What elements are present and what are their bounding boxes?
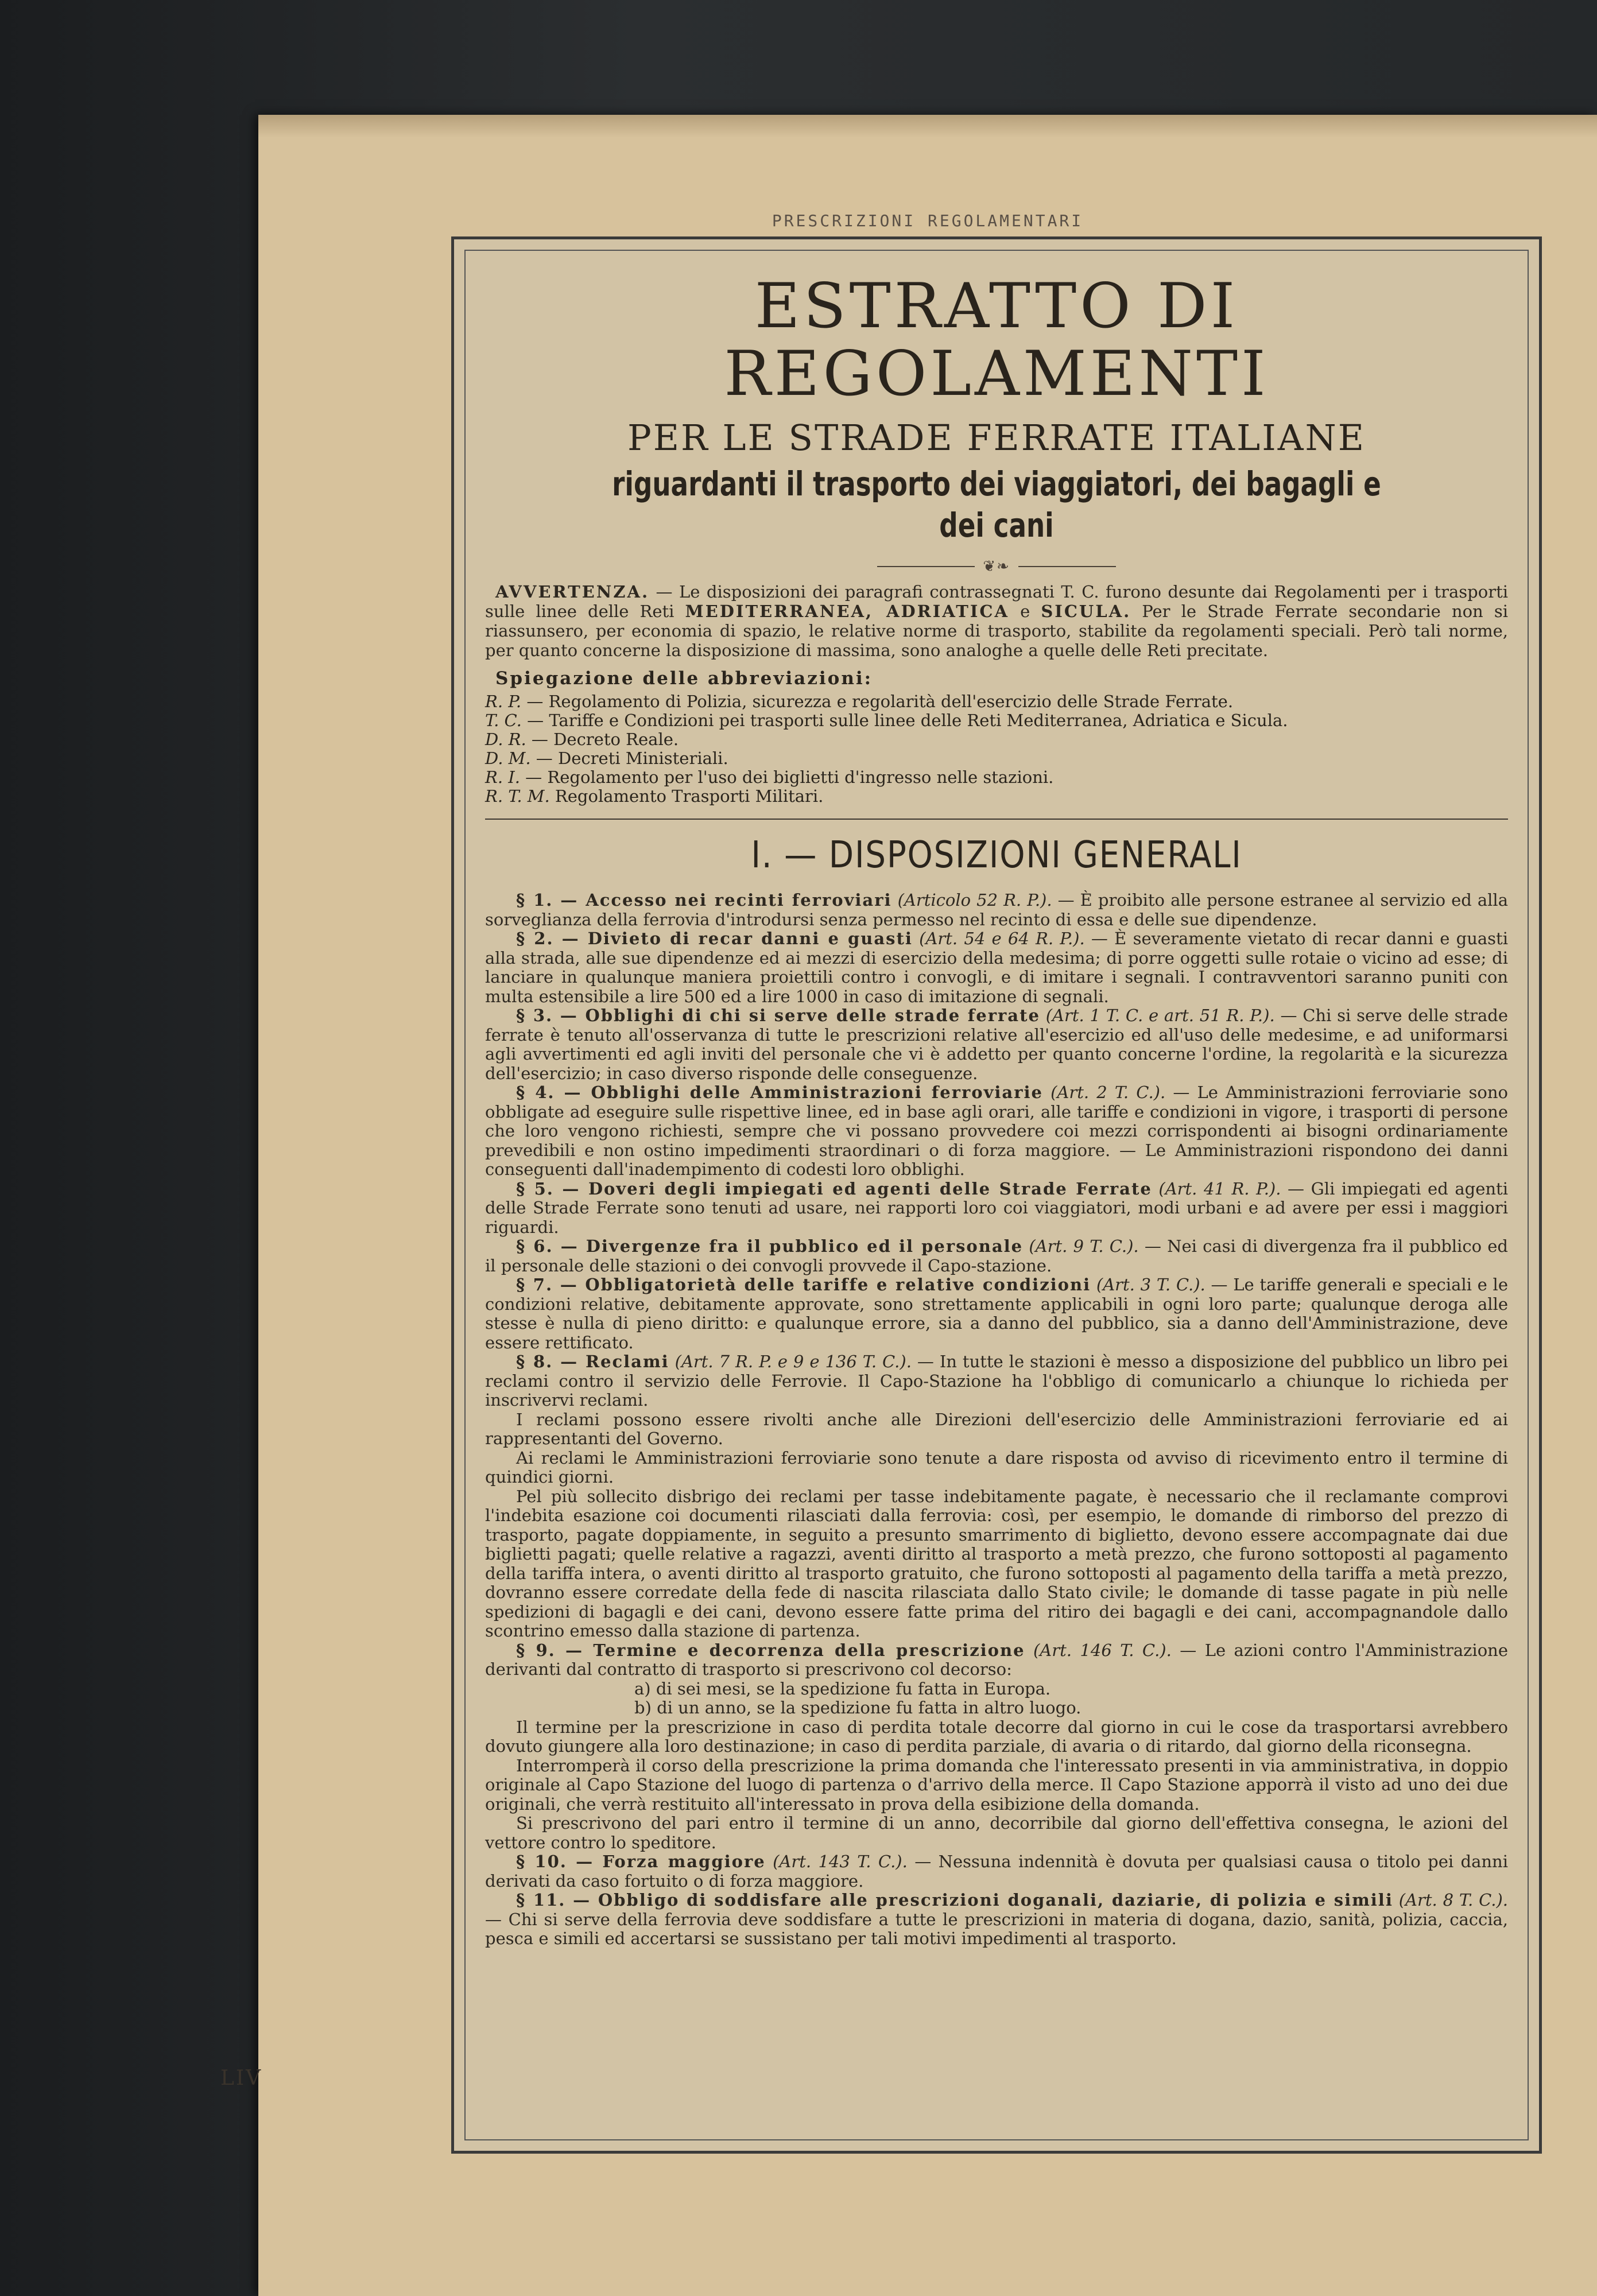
- abbreviation-text: Regolamento Trasporti Militari.: [549, 786, 824, 806]
- paragraph-9: [485, 1641, 1508, 1680]
- abbreviation-item: [485, 711, 1508, 730]
- document-title: ESTRATTO DI REGOLAMENTI: [724, 270, 1269, 410]
- paragraph-2: [485, 929, 1508, 1006]
- prescription-extra-1: Il termine per la prescrizione in caso di perdita totale decorre dal giorno in cui le cose da trasportarsi avrebbero dovuto giungere alla loro destinazione; in caso di perdita parziale, di avaria o di ritardo, dal giorno della riconsegna.: [485, 1717, 1508, 1756]
- paragraph-heading: — Doveri degli impiegati ed agenti delle Strade Ferrate: [553, 1178, 1152, 1199]
- paragraph-reference: (Art. 3 T. C.).: [1091, 1275, 1205, 1294]
- abbreviation-item: [485, 692, 1508, 711]
- abbreviation-text: — Decreti Ministeriali.: [530, 748, 728, 768]
- paragraph-text: — Chi si serve delle strade ferrate è tenuto all'osservanza di tutte le prescrizioni relative all'esercizio ed all'uso delle medesime, e ad uniformarsi agli avvertimenti ed agli inviti del personale che vi è addetto per quanto concerne l'ordine, la regolarità e la sicurezza dell'esercizio; in caso diverso risponde delle conseguenze.: [485, 1006, 1508, 1083]
- paragraph-text: — Nessuna indennità è dovuta per qualsiasi causa o titolo pei danni derivati da caso fortuito o di forza maggiore.: [485, 1852, 1509, 1891]
- paragraph-text: — È severamente vietato di recar danni e guasti alla strada, alle sue dipendenze ed ai mezzi di esercizio della medesima; di porre oggetti sulle rotaie o vicino ad esse; di lanciare in qualunque maniera proiettili contro i convogli, e di imitare i segnali. I contravventori saranno puniti con multa estensibile a lire 500 ed a lire 1000 in caso di imitazione di segnali.: [485, 929, 1508, 1006]
- avvertenza-text-2: Per le Strade Ferrate secondarie non si riassunsero, per economia di spazio, le relative norme di trasporto, stabilite da regolamenti speciali. Però tali norme, per quanto concerne la disposizione di massima, sono analoghe a quelle delle Reti precitate.: [485, 602, 1508, 660]
- paragraph-text: — È proibito alle persone estranee al servizio ed alla sorveglianza della ferrovia d'introdursi senza permesso nel recinto di essa e delle sue dipendenze.: [485, 890, 1509, 929]
- prescription-extra-2: Interromperà il corso della prescrizione la prima domanda che l'interessato presenti in via amministrativa, in doppio originale al Capo Stazione del luogo di partenza o d'arrivo della merce. Il Capo Stazione apporrà il visto ad uno dei due originali, che verrà restituito all'interessato in prova della esibizione della domanda.: [485, 1755, 1508, 1814]
- abbreviation-code: R. P.: [485, 692, 522, 711]
- paragraph-heading: — Accesso nei recinti ferroviari: [553, 890, 892, 910]
- paragraph-text: — Gli impiegati ed agenti delle Strade Ferrate sono tenuti ad usare, nei rapporti loro coi viaggiatori, modi urbani e ad avere per essi i maggiori riguardi.: [485, 1178, 1508, 1237]
- reclami-extra-1: I reclami possono essere rivolti anche alle Direzioni dell'esercizio delle Amministrazioni ferroviarie ed ai rappresentanti del Governo.: [485, 1409, 1508, 1448]
- abbreviation-code: R. T. M.: [485, 786, 550, 806]
- abbreviations-heading: Spiegazione delle abbreviazioni:: [495, 668, 873, 689]
- abbreviation-code: R. I.: [485, 767, 520, 787]
- paragraph-reference: (Art. 146 T. C.).: [1025, 1640, 1172, 1660]
- abbreviation-code: T. C.: [485, 711, 522, 730]
- paragraph-heading: — Divergenze fra il pubblico ed il personale: [553, 1236, 1024, 1256]
- ornament-rule-left: [877, 566, 975, 567]
- paragraph-number: § 3.: [516, 1006, 553, 1025]
- paragraph-heading: — Reclami: [553, 1352, 669, 1371]
- reclami-extra-3: Pel più sollecito disbrigo dei reclami per tasse indebitamente pagate, è necessario che il reclamante comprovi l'indebita esazione coi documenti rilasciati dalla ferrovia: così, per esempio, le domande di rimborso del prezzo di trasporto, pagate doppiamente, in seguito a presunto smarrimento di biglietto, devono essere accompagnate dai due biglietti pagati; quelle relative a ragazzi, aventi diritto al trasporto a metà prezzo, che furono sottoposti al pagamento della tariffa intera, o aventi diritto al trasporto gratuito, che furono sottoposti al pagamento della tariffa a metà prezzo, dovranno essere corredate della fede di nascita rilasciata dallo Stato civile; le domande di tasse pagate in più nelle spedizioni di bagagli e dei cani, devono essere fatte prima del ritiro dei bagagli e dei cani, accompagnandole dallo scontrino emesso dalla stazione di partenza.: [485, 1486, 1508, 1640]
- ornament-rule-right: [1018, 566, 1116, 567]
- section-divider: [485, 819, 1508, 820]
- running-head: PRESCRIZIONI REGOLAMENTARI: [772, 211, 1084, 230]
- paragraph-heading: — Obbligatorietà delle tariffe e relative condizioni: [553, 1275, 1091, 1294]
- paragraph-number: § 4.: [516, 1083, 555, 1102]
- paragraph-number: § 10.: [516, 1852, 567, 1871]
- abbreviations-list: [485, 692, 1508, 806]
- abbreviation-code: D. R.: [485, 730, 526, 749]
- document-subtitle: PER LE STRADE FERRATE ITALIANE: [627, 417, 1366, 459]
- avvertenza-label: AVVERTENZA.: [495, 582, 650, 602]
- abbreviation-item: [485, 730, 1508, 749]
- paragraph-text: — Le tariffe generali e speciali e le condizioni relative, debitamente approvate, sono strettamente applicabili in ogni loro parte; qualunque deroga alle stesse è nulla di pieno diritto: e qualunque errore, sia a danno del pubblico, sia a danno dell'Amministrazione, deve essere rettificato.: [485, 1275, 1508, 1352]
- prescription-item-a: a) di sei mesi, se la spedizione fu fatta in Europa.: [634, 1678, 1051, 1698]
- paragraph-number: § 7.: [516, 1275, 553, 1294]
- abbreviation-text: — Tariffe e Condizioni pei trasporti sulle linee delle Reti Mediterranea, Adriatica e Sicula.: [521, 711, 1288, 730]
- abbreviation-text: — Regolamento di Polizia, sicurezza e regolarità dell'esercizio delle Strade Ferrate.: [521, 692, 1234, 711]
- abbreviation-text: — Decreto Reale.: [526, 730, 679, 749]
- paragraph-11: [485, 1891, 1508, 1949]
- paragraph-text: — Le azioni contro l'Amministrazione derivanti dal contratto di trasporto si prescrivono col decorso:: [485, 1640, 1508, 1679]
- page-edge-shadow: [258, 115, 1597, 138]
- paragraph-6: [485, 1237, 1508, 1275]
- section-title: I. — DISPOSIZIONI GENERALI: [751, 834, 1242, 876]
- abbreviation-code: D. M.: [485, 748, 531, 768]
- paragraph-heading: — Obblighi di chi si serve delle strade ferrate: [553, 1006, 1040, 1025]
- abbreviation-item: [485, 749, 1508, 768]
- avvertenza-paragraph: [485, 582, 1508, 660]
- content-frame: [451, 236, 1542, 2154]
- ornament-knot-icon: ❦❧: [983, 558, 1010, 575]
- paragraph-heading: — Termine e decorrenza della prescrizione: [555, 1640, 1025, 1660]
- title-ornament: [485, 557, 1508, 575]
- avvertenza-sicula: SICULA.: [1041, 602, 1131, 621]
- paragraph-number: § 2.: [516, 929, 554, 948]
- paragraph-reference: (Art. 1 T. C. e art. 51 R. P.).: [1040, 1006, 1275, 1025]
- paragraph-7: [485, 1275, 1508, 1352]
- paragraph-8: [485, 1352, 1508, 1410]
- paragraph-number: § 6.: [516, 1236, 553, 1256]
- abbreviation-item: [485, 768, 1508, 787]
- paragraph-reference: (Art. 54 e 64 R. P.).: [912, 929, 1085, 948]
- paragraph-text: — Chi si serve della ferrovia deve soddisfare a tutte le prescrizioni in materia di dogana, dazio, sanità, polizia, caccia, pesca e simili ed accertarsi se sussistano per tali motivi impedimenti al trasporto.: [485, 1909, 1508, 1948]
- prescription-extra-3: Si prescrivono del pari entro il termine di un anno, decorribile dal giorno dell'effettiva consegna, le azioni del vettore contro lo speditore.: [485, 1813, 1508, 1852]
- content-frame-inner: [464, 250, 1529, 2140]
- prescription-item-b: b) di un anno, se la spedizione fu fatta in altro luogo.: [634, 1698, 1082, 1717]
- paragraph-heading: — Obbligo di soddisfare alle prescrizioni doganali, daziarie, di polizia e simili: [565, 1890, 1393, 1910]
- paragraph-reference: (Art. 143 T. C.).: [765, 1852, 908, 1871]
- paragraph-10: [485, 1852, 1508, 1891]
- paragraph-text: — Le Amministrazioni ferroviarie sono obbligate ad eseguire sulle rispettive linee, ed in base agli orari, alle tariffe e condizioni in vigore, i trasporti di persone che loro vengono richiesti, sempre che vi possano provvedere coi mezzi corrispondenti ai bisogni ordinariamente prevedibili e non ostino impedimenti straordinari o di forza maggiore. — Le Amministrazioni rispondono dei danni conseguenti dall'inadempimento di codesti loro obblighi.: [485, 1083, 1508, 1179]
- abbreviation-item: [485, 787, 1508, 806]
- paragraph-reference: (Articolo 52 R. P.).: [891, 890, 1052, 910]
- avvertenza-and: e: [1009, 602, 1041, 621]
- paragraph-reference: (Art. 9 T. C.).: [1023, 1236, 1139, 1256]
- document-subtitle-2: riguardanti il trasporto dei viaggiatori, dei bagagli e dei cani: [612, 464, 1381, 545]
- paragraph-heading: — Obblighi delle Amministrazioni ferroviarie: [555, 1083, 1043, 1102]
- reclami-extra-2: Ai reclami le Amministrazioni ferroviarie sono tenute a dare risposta od avviso di ricevimento entro il termine di quindici giorni.: [485, 1448, 1508, 1487]
- paragraph-reference: (Art. 8 T. C.).: [1393, 1890, 1508, 1910]
- paragraph-heading: — Divieto di recar danni e guasti: [553, 929, 913, 948]
- abbreviation-text: — Regolamento per l'uso dei biglietti d'ingresso nelle stazioni.: [520, 767, 1054, 787]
- paragraph-reference: (Art. 41 R. P.).: [1152, 1178, 1281, 1199]
- paragraph-3: [485, 1006, 1508, 1083]
- paragraph-text: — In tutte le stazioni è messo a disposizione del pubblico un libro pei reclami contro il servizio delle Ferrovie. Il Capo-Stazione ha l'obbligo di comunicarlo a chiunque lo richieda per inscrivervi reclami.: [485, 1352, 1508, 1410]
- paragraph-reference: (Art. 2 T. C.).: [1042, 1083, 1166, 1102]
- avvertenza-nets: MEDITERRANEA, ADRIATICA: [685, 602, 1009, 621]
- avvertenza-text: — Le disposizioni dei paragrafi contrassegnati T. C. furono desunte dai Regolamenti per i trasporti sulle linee delle Reti: [485, 582, 1508, 621]
- paragraph-4: [485, 1083, 1508, 1180]
- page-number: LIV: [220, 2066, 263, 2090]
- paragraph-number: § 5.: [516, 1178, 554, 1199]
- paragraph-number: § 9.: [516, 1640, 556, 1660]
- paragraph-heading: — Forza maggiore: [567, 1852, 766, 1871]
- paragraph-number: § 1.: [516, 890, 553, 910]
- paragraph-5: [485, 1180, 1508, 1238]
- paragraph-number: § 11.: [516, 1890, 566, 1910]
- paragraph-number: § 8.: [516, 1352, 553, 1371]
- paragraph-text: — Nei casi di divergenza fra il pubblico ed il personale delle stazioni o dei convogli provvede il Capo-stazione.: [485, 1236, 1508, 1275]
- paragraph-1: [485, 891, 1508, 929]
- paragraph-reference: (Art. 7 R. P. e 9 e 136 T. C.).: [669, 1352, 912, 1371]
